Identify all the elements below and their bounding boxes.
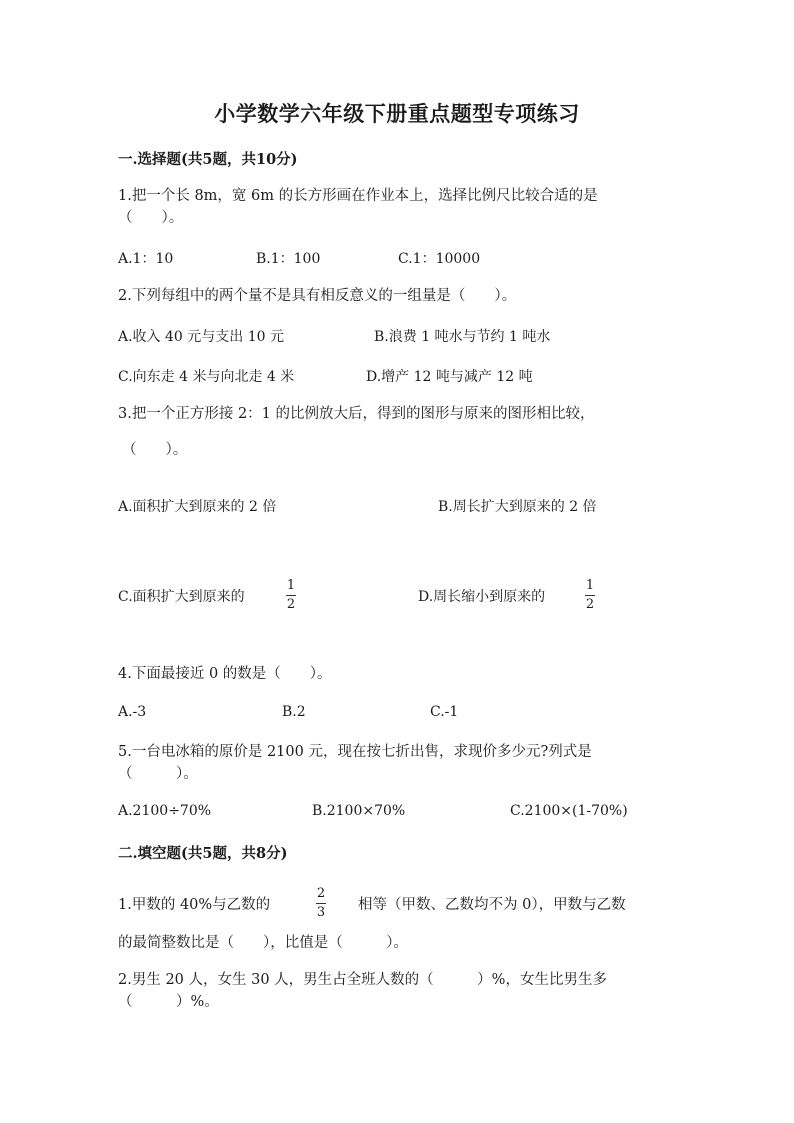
question-5-option-c: C.2100×(1-70%): [510, 803, 628, 819]
fill-question-1-blank: 的最简整数比是（ ），比值是（ ）。: [118, 935, 408, 951]
fill-question-1-text-b: 相等（甲数、乙数均不为 0），甲数与乙数: [358, 897, 626, 913]
question-1-option-c: C.1：10000: [398, 251, 481, 267]
question-2-option-b: B.浪费 1 吨水与节约 1 吨水: [374, 329, 551, 345]
fraction-denominator: 3: [316, 905, 326, 920]
question-5-blank: （ ）。: [118, 766, 198, 782]
question-2-option-d: D.增产 12 吨与减产 12 吨: [366, 369, 533, 385]
fraction-numerator: 1: [585, 578, 595, 593]
fraction-denominator: 2: [286, 597, 296, 612]
fill-question-2-text: 2.男生 20 人，女生 30 人，男生占全班人数的（ ）%，女生比男生多: [118, 972, 607, 988]
question-2-text: 2.下列每组中的两个量不是具有相反意义的一组量是（ ）。: [118, 288, 517, 304]
question-3-option-a: A.面积扩大到原来的 2 倍: [118, 499, 277, 515]
question-3-blank: （ ）。: [122, 442, 188, 458]
fraction-denominator: 2: [585, 597, 595, 612]
question-1-option-b: B.1：100: [256, 251, 321, 267]
question-2-option-c: C.向东走 4 米与向北走 4 米: [118, 369, 295, 385]
question-5-text: 5.一台电冰箱的原价是 2100 元，现在按七折出售，求现价多少元?列式是: [118, 744, 592, 760]
question-4-option-c: C.-1: [430, 704, 459, 720]
fraction-bar: [316, 903, 326, 904]
page-title: 小学数学六年级下册重点题型专项练习: [214, 101, 580, 126]
question-3-option-c: C.面积扩大到原来的: [118, 589, 245, 605]
fraction-one-half-d: [585, 579, 595, 612]
question-2-option-a: A.收入 40 元与支出 10 元: [118, 329, 284, 345]
fill-question-2-blank: （ ）%。: [118, 994, 219, 1010]
question-3-option-b: B.周长扩大到原来的 2 倍: [438, 499, 597, 515]
question-4-option-a: A.-3: [118, 704, 147, 720]
fraction-numerator: 2: [316, 886, 326, 901]
section-heading-choice: 一.选择题(共5题，共10分): [118, 151, 298, 168]
question-5-option-a: A.2100÷70%: [118, 803, 212, 819]
question-1-blank: （ ）。: [118, 210, 184, 226]
question-3-text: 3.把一个正方形接 2：1 的比例放大后，得到的图形与原来的图形相比较，: [118, 406, 595, 422]
fraction-one-half-c: [286, 579, 296, 612]
question-1-option-a: A.1：10: [118, 251, 174, 267]
question-4-option-b: B.2: [282, 704, 306, 720]
section-heading-fill: 二.填空题(共5题，共8分): [118, 845, 288, 862]
fraction-numerator: 1: [286, 578, 296, 593]
fraction-bar: [286, 595, 296, 596]
fill-question-1-text-a: 1.甲数的 40%与乙数的: [118, 897, 271, 913]
question-1-text: 1.把一个长 8m，宽 6m 的长方形画在作业本上，选择比例尺比较合适的是: [118, 188, 598, 204]
fraction-two-thirds: [316, 887, 326, 920]
question-3-option-d: D.周长缩小到原来的: [418, 589, 546, 605]
question-4-text: 4.下面最接近 0 的数是（ ）。: [118, 666, 332, 682]
fraction-bar: [585, 595, 595, 596]
question-5-option-b: B.2100×70%: [312, 803, 406, 819]
